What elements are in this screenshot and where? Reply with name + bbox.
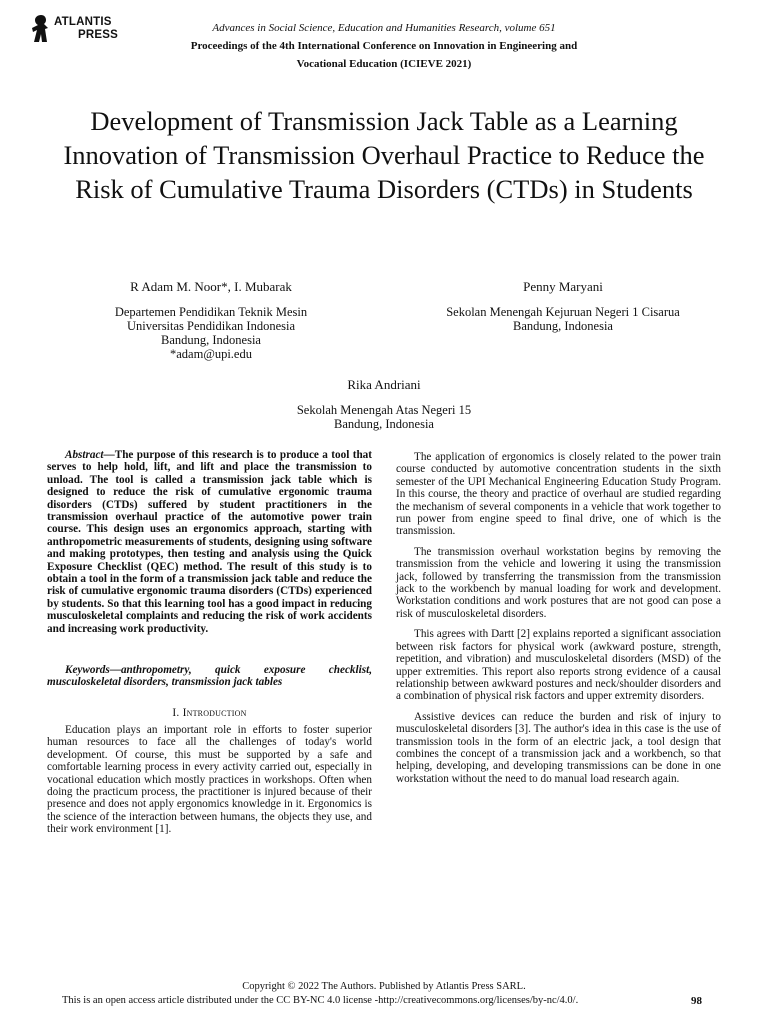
author-affiliation: Sekolah Menengah Atas Negeri 15 bbox=[296, 403, 472, 417]
author-name: Rika Andriani bbox=[347, 377, 421, 392]
footer-license: This is an open access article distributed under the CC BY-NC 4.0 license -http://creativecommons.org/licenses/by-nc/4.0/. bbox=[62, 995, 579, 1006]
abstract-text: —The purpose of this research is to produce a tool that serves to help hold, lift, and lift and place the transmission to unload. The tool is called a transmission jack table which is designed to reduce the risk of cumulative ergonomic trauma disorders (CTDs) suffered by student practitioners in the transmission overhaul practice of the automotive power train course. This design uses an ergonomics approach, starting with anthropometric measurements of students, designing using software and making prototypes, then testing and analysis using the Quick Exposure Checklist (QEC) method. The result of this study is to obtain a tool in the form of a transmission jack table and reduce the risk of cumulative ergonomic trauma disorders (CTDs) experienced by students. So that this learning tool has a good impact in reducing musculoskeletal complaints and reducing the risk of work accidents and increasing work productivity. bbox=[47, 449, 372, 635]
section-title: Introduction bbox=[182, 707, 247, 719]
author-affiliation: Sekolan Menengah Kejuruan Negeri 1 Cisarua bbox=[446, 305, 680, 319]
section-number: I. bbox=[172, 707, 180, 719]
keywords: Keywords—anthropometry, quick exposure checklist, musculoskeletal disorders, transmission jack tables bbox=[47, 664, 372, 689]
logo-line1: ATLANTIS bbox=[54, 16, 112, 28]
abstract bbox=[47, 449, 372, 635]
body-paragraph: The application of ergonomics is closely related to the power train course conducted by automotive concentration students in the sixth semester of the UPI Mechanical Engineering Education Study Program. In this course, the theory and practice of overhaul are studied regarding the mechanism of several components in a vehicle that work together to run power from engine speed to final drive, one of which is the transmission. bbox=[396, 451, 721, 538]
author-block-3 bbox=[234, 378, 534, 431]
author-city: Bandung, Indonesia bbox=[334, 417, 434, 431]
paper-title: Development of Transmission Jack Table as a Learning Innovation of Transmission Overhaul Practice to Reduce the Risk of Cumulative Trauma Disorders (CTDs) in Students bbox=[63, 106, 705, 204]
author-affiliation: Departemen Pendidikan Teknik Mesin bbox=[114, 305, 308, 319]
author-name: Penny Maryani bbox=[523, 279, 603, 294]
author-email: *adam@upi.edu bbox=[170, 347, 252, 361]
author-city: Bandung, Indonesia bbox=[161, 333, 261, 347]
journal-header: Advances in Social Science, Education and Humanities Research, volume 651 bbox=[212, 22, 556, 34]
intro-paragraph: Education plays an important role in efforts to foster superior human resources to face all the challenges of today's world development. Of course, this must be supported by a safe and comfortable learning process in every activity carried out, especially in vocational education which mostly practices in workshops. Often when doing the practicum process, the practitioner is injured because of their presence and does not apply ergonomics knowledge in it. Ergonomics is the science of the interaction between humans, the objects they use, and their work environment [1]. bbox=[47, 724, 372, 836]
logo-line2: PRESS bbox=[78, 29, 118, 41]
footer-copyright: Copyright © 2022 The Authors. Published by Atlantis Press SARL. bbox=[242, 981, 526, 992]
author-city: Bandung, Indonesia bbox=[513, 319, 613, 333]
body-paragraph: This agrees with Dartt [2] explains reported a significant association between risk factors for physical work (awkward posture, strength, repetition, and vibration) and musculoskeletal disorders (MSD) of the upper extremities. This report also reports strong evidence of a causal relationship between awkward postures and neck/shoulder disorders and a combination of physical risk factors and upper extremity disorders. bbox=[396, 628, 721, 703]
author-name: R Adam M. Noor*, I. Mubarak bbox=[130, 279, 292, 294]
right-column bbox=[396, 451, 721, 793]
body-paragraph: Assistive devices can reduce the burden and risk of injury to musculoskeletal disorders [3]. The author's idea in this case is the use of transmission tools in the form of an electric jack, a tool design that combines the concept of a transmission jack and a workbench, so that helping, developing, and developing transmissions can be done in one workstation without the need to do manual load research again. bbox=[396, 710, 721, 785]
page-number: 98 bbox=[691, 995, 702, 1007]
proceedings-line1: Proceedings of the 4th International Conference on Innovation in Engineering and bbox=[190, 40, 578, 52]
author-block-2 bbox=[428, 280, 698, 333]
abstract-lead: Abstract bbox=[65, 449, 104, 461]
proceedings-line2: Vocational Education (ICIEVE 2021) bbox=[296, 58, 472, 70]
body-paragraph: The transmission overhaul workstation begins by removing the transmission from the vehicle and lowering it using the transmission jack, followed by transferring the transmission from the transmission jack to the workbench by manual loading for work and development. Workstation conditions and work postures that are not good can pose a risk of musculoskeletal disorders. bbox=[396, 545, 721, 620]
author-affiliation: Universitas Pendidikan Indonesia bbox=[126, 319, 296, 333]
author-block-1 bbox=[86, 280, 336, 361]
section-heading-introduction bbox=[47, 707, 372, 719]
